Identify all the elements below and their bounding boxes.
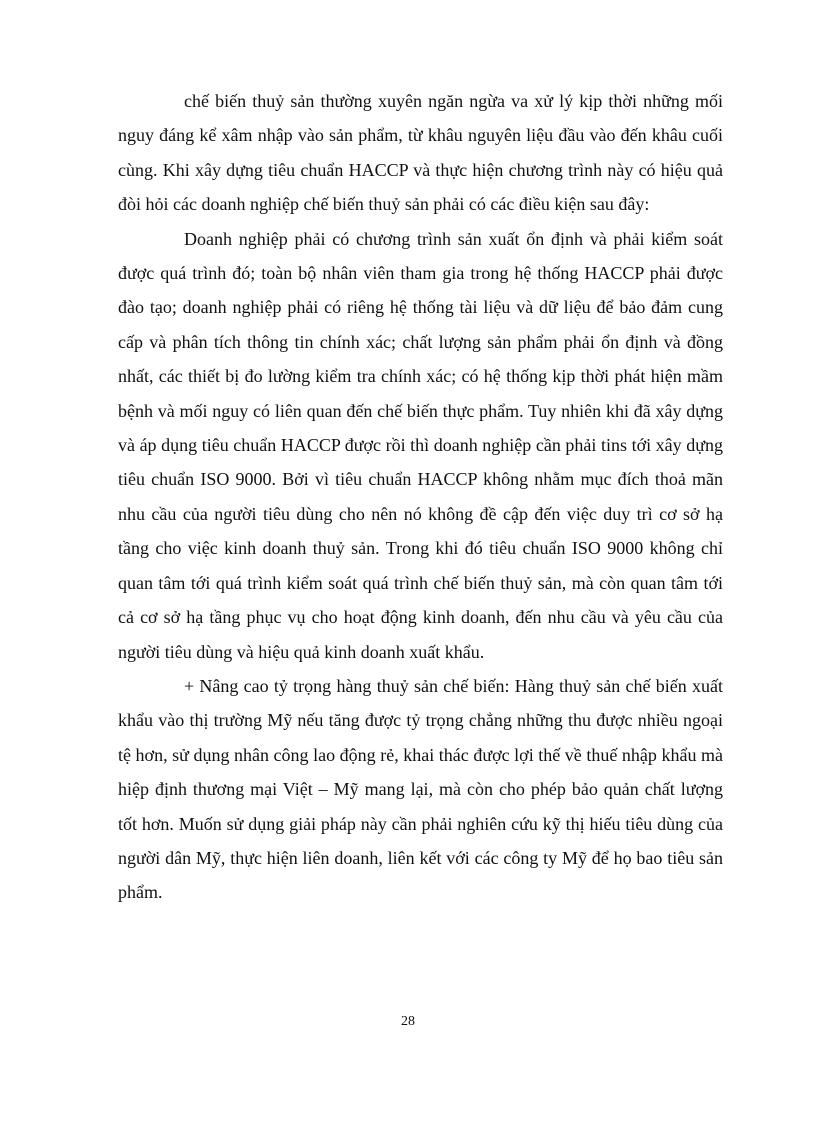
paragraph-continuation: chế biến thuỷ sản thường xuyên ngăn ngừa va xử lý kịp thời những mối nguy đáng kể xâm nhập vào sản phẩm, từ khâu nguyên liệu đầu vào đến khâu cuối cùng. Khi xây dựng tiêu chuẩn HACCP và thực hiện chương trình này có hiệu quả đòi hỏi các doanh nghiệp chế biến thuỷ sản phải có các điều kiện sau đây:	[118, 91, 723, 215]
paragraph-processed-share: + Nâng cao tỷ trọng hàng thuỷ sản chế biến: Hàng thuỷ sản chế biến xuất khẩu vào thị trường Mỹ nếu tăng được tỷ trọng chẳng những thu được nhiều ngoại tệ hơn, sử dụng nhân công lao động rẻ, khai thác được lợi thế về thuế nhập khẩu mà hiệp định thương mại Việt – Mỹ mang lại, mà còn cho phép bảo quản chất lượng tốt hơn. Muốn sử dụng giải pháp này cần phải nghiên cứu kỹ thị hiếu tiêu dùng của người dân Mỹ, thực hiện liên doanh, liên kết với các công ty Mỹ để họ bao tiêu sản phẩm.	[118, 675, 723, 903]
document-body	[118, 84, 723, 910]
paragraph-haccp-requirements: Doanh nghiệp phải có chương trình sản xuất ổn định và phải kiểm soát được quá trình đó; toàn bộ nhân viên tham gia trong hệ thống HACCP phải được đào tạo; doanh nghiệp phải có riêng hệ thống tài liệu và dữ liệu để bảo đảm cung cấp và phân tích thông tin chính xác; chất lượng sản phẩm phải ổn định và đồng nhất, các thiết bị đo lường kiểm tra chính xác; có hệ thống kịp thời phát hiện mầm bệnh và mối nguy có liên quan đến chế biến thực phẩm. Tuy nhiên khi đã xây dựng và áp dụng tiêu chuẩn HACCP được rồi thì doanh nghiệp cần phải tins tới xây dựng tiêu chuẩn ISO 9000. Bởi vì tiêu chuẩn HACCP không nhằm mục đích thoả mãn nhu cầu của người tiêu dùng cho nên nó không đề cập đến việc duy trì cơ sở hạ tầng cho việc kinh doanh thuỷ sản. Trong khi đó tiêu chuẩn ISO 9000 không chỉ quan tâm tới quá trình kiểm soát quá trình chế biến thuỷ sản, mà còn quan tâm tới cả cơ sở hạ tầng phục vụ cho hoạt động kinh doanh, đến nhu cầu và yêu cầu của người tiêu dùng và hiệu quả kinh doanh xuất khẩu.	[118, 228, 723, 662]
page-number: 28	[401, 1014, 415, 1029]
